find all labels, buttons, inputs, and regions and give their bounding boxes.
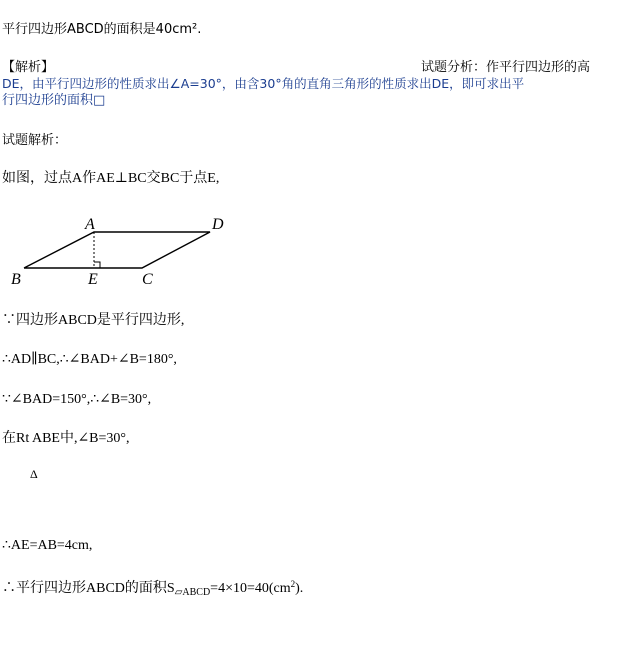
label-a: A [85,216,95,233]
parallelogram-figure [0,208,260,290]
analysis-label: 【解析】 [2,60,55,75]
conclusion-power: 2 [290,579,296,589]
analysis-line-3: 行四边形的面积□ [2,93,106,108]
label-c: C [142,271,153,288]
conclusion-suffix: =4×10=40(cm [210,581,291,596]
step-right-triangle: 在Rt ABE中,∠B=30°, [2,431,130,446]
triangle-symbol: Δ [30,467,38,481]
parallelogram-shape [24,232,210,268]
step-angle-b: ∵∠BAD=150°,∴∠B=30°, [2,392,152,407]
conclusion-prefix: ∴平行四边形ABCD的面积S [2,581,175,596]
conclusion-subscript: ▱ABCD [174,587,211,598]
step-ae-length: ∴AE=AB=4cm, [2,538,93,553]
label-d: D [212,216,224,233]
label-e: E [88,271,98,288]
conclusion-end: ). [295,581,304,596]
step-construct-altitude: 如图，过点A作AE⊥BC交BC于点E, [2,171,220,186]
label-b: B [11,271,21,288]
solution-heading: 试题解析： [2,133,68,148]
right-angle-mark [94,262,100,268]
analysis-intro: 试题分析：作平行四边形的高 [421,60,591,75]
answer-line: 平行四边形ABCD的面积是40cm². [2,22,202,37]
conclusion-area [2,577,303,600]
step-parallelogram: ∵四边形ABCD是平行四边形, [2,313,185,328]
step-parallel-sides: ∴AD∥BC,∴∠BAD+∠B=180°, [2,352,177,367]
analysis-line-2: DE，由平行四边形的性质求出∠A=30°，由含30°角的直角三角形的性质求出DE，即可求出平 [2,76,525,91]
